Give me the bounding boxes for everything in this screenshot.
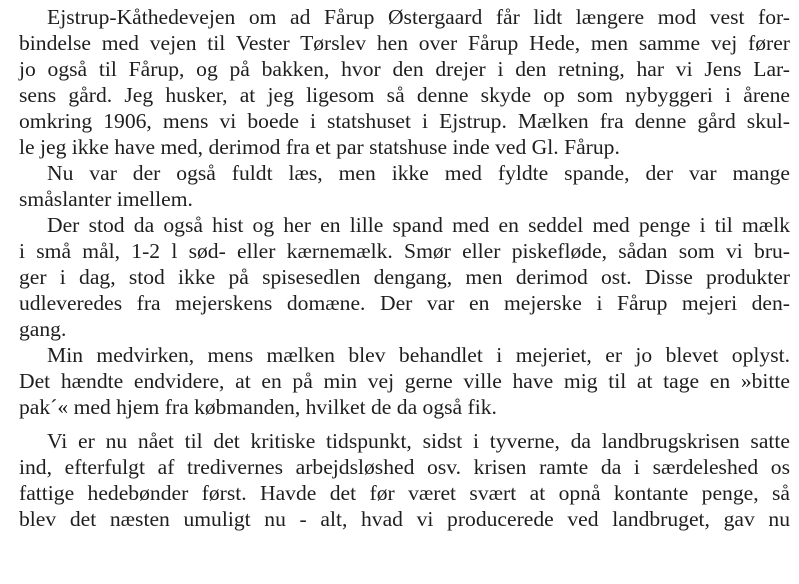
text-line: Ejstrup-Kåthedevejen om ad Fårup Østergaard får lidt længere mod vest for- [47,5,790,29]
text-line: bindelse med vejen til Vester Tørslev hen over Fårup Hede, men samme vej fører [19,31,790,55]
text-line: ger i dag, stod ikke på spisesedlen dengang, men derimod ost. Disse produkter [19,265,790,289]
text-line: udleveredes fra mejerskens domæne. Der var en mejerske i Fårup mejeri den- [19,291,790,315]
text-line: pak´« med hjem fra købmanden, hvilket de da også fik. [19,395,497,419]
text-line: gang. [19,317,67,341]
text-line: jo også til Fårup, og på bakken, hvor den drejer i den retning, har vi Jens Lar- [19,57,790,81]
text-line: ind, efterfulgt af tredivernes arbejdsløshed osv. krisen ramte da i særdeleshed os [19,455,790,479]
paragraph [0,160,799,212]
paragraph [0,212,799,342]
text-line: blev det næsten umuligt nu - alt, hvad vi producerede ved landbruget, gav nu [19,507,790,531]
text-line: i små mål, 1-2 l sød- eller kærnemælk. Smør eller piskefløde, sådan som vi bru- [19,239,790,263]
text-line: Nu var der også fuldt læs, men ikke med fyldte spande, der var mange [47,161,790,185]
text-line: Der stod da også hist og her en lille spand med en seddel med penge i til mælk [47,213,790,237]
paragraph [0,428,799,532]
paragraph [0,342,799,420]
text-line: Vi er nu nået til det kritiske tidspunkt, sidst i tyverne, da landbrugskrisen satte [47,429,790,453]
text-line: Min medvirken, mens mælken blev behandlet i mejeriet, er jo blevet oplyst. [47,343,790,367]
paragraph [0,4,799,160]
text-line: fattige hedebønder først. Havde det før været svært at opnå kontante penge, så [19,481,790,505]
text-line: le jeg ikke have med, derimod fra et par statshuse inde ved Gl. Fårup. [19,135,620,159]
text-line: småslanter imellem. [19,187,193,211]
text-line: sens gård. Jeg husker, at jeg ligesom så denne skyde op som nybyggeri i årene [19,83,790,107]
text-line: omkring 1906, mens vi boede i statshuset i Ejstrup. Mælken fra denne gård skul- [19,109,790,133]
text-line: Det hændte endvidere, at en på min vej gerne ville have mig til at tage en »bitte [19,369,790,393]
